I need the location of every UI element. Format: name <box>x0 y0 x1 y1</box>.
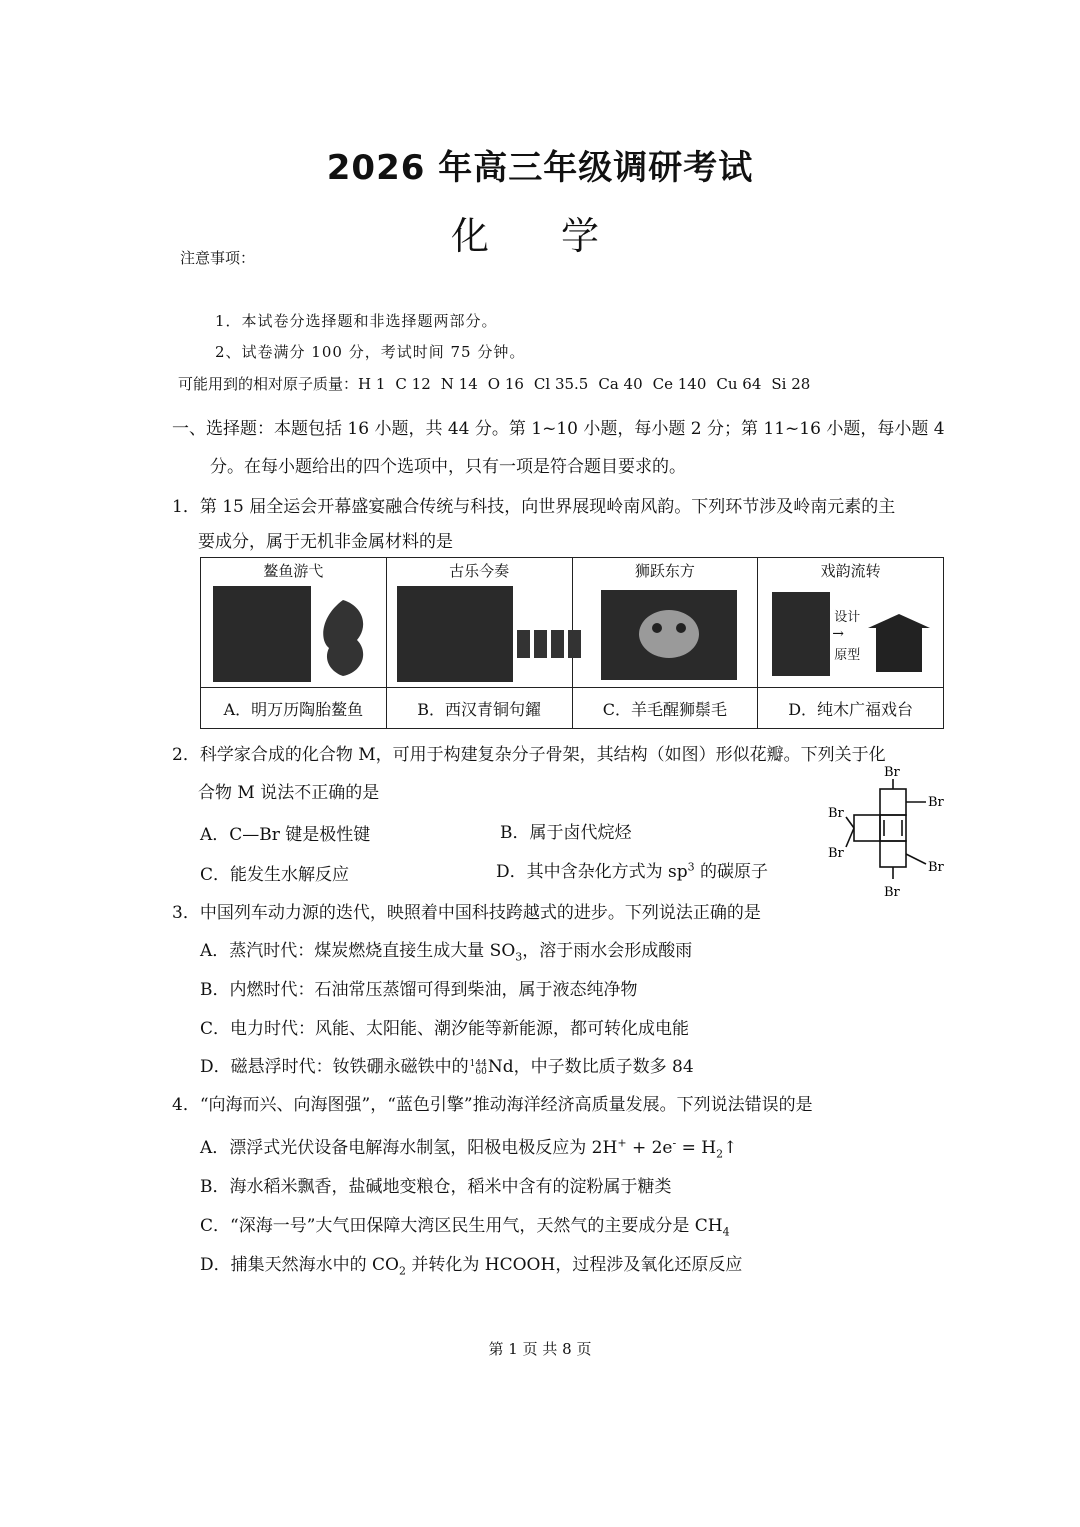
design-label: 设计 <box>834 610 861 625</box>
q2-stem-line2: 合物 M 说法不正确的是 <box>198 783 380 803</box>
aoyu-photo <box>209 586 378 682</box>
br-label: Br <box>828 806 844 821</box>
q2-option-a: A．C—Br 键是极性键 <box>200 825 371 845</box>
page-number: 第 1 页 共 8 页 <box>488 1340 592 1358</box>
q4-option-d: D．捕集天然海水中的 $CO_2$ 并转化为 HCOOH，过程涉及氧化还原反应 <box>200 1255 743 1278</box>
atomic-mass: N 14 <box>440 375 478 393</box>
q4-option-b: B．海水稻米飘香，盐碱地变粮仓，稻米中含有的淀粉属于糖类 <box>200 1177 672 1197</box>
atomic-mass: Ce 140 <box>652 375 707 393</box>
q1-image-table <box>200 557 944 729</box>
q1-caption-d: 戏韵流转 <box>820 562 881 580</box>
q4-option-c: C．“深海一号”大气田保障大湾区民生用气，天然气的主要成分是 $CH_4$ <box>200 1216 730 1239</box>
q2-option-c: C．能发生水解反应 <box>200 865 350 885</box>
br-label: Br <box>928 795 944 810</box>
subject-title: 化 学 <box>450 214 630 258</box>
notice-item-1: 1．本试卷分选择题和非选择题两部分。 <box>215 312 498 330</box>
br-label: Br <box>928 860 944 875</box>
atomic-masses-label: 可能用到的相对原子质量： <box>178 375 359 393</box>
notice-heading: 注意事项： <box>180 249 256 267</box>
atomic-mass: C 12 <box>395 375 431 393</box>
section1-line2: 分。在每小题给出的四个选项中，只有一项是符合题目要求的。 <box>210 457 686 477</box>
q2-option-b: B．属于卤代烷烃 <box>500 823 632 843</box>
atomic-mass: O 16 <box>487 375 524 393</box>
q3-stem: 3．中国列车动力源的迭代，映照着中国科技跨越式的进步。下列说法正确的是 <box>172 903 761 923</box>
q1-panel-b <box>386 558 572 688</box>
arrow-right-icon: → <box>832 626 844 642</box>
q1-stem-line1: 1．第 15 届全运会开幕盛宴融合传统与科技，向世界展现岭南风韵。下列环节涉及岭南元素的主 <box>172 497 896 517</box>
q1-option-a: A．明万历陶胎鳌鱼 <box>201 688 387 729</box>
q1-panel-d <box>758 558 944 688</box>
q1-panel-a <box>201 558 387 688</box>
br-label: Br <box>884 765 900 780</box>
lion-head-icon <box>631 604 707 666</box>
q3-option-a: A．蒸汽时代：煤炭燃烧直接生成大量 $SO_3$，溶于雨水会形成酸雨 <box>200 941 693 964</box>
q1-option-c: C．羊毛醒狮鬃毛 <box>572 688 758 729</box>
atomic-mass: Ca 40 <box>598 375 643 393</box>
compound-m-structure <box>826 765 956 905</box>
q1-caption-b: 古乐今奏 <box>449 562 510 580</box>
q2-stem-line1: 2．科学家合成的化合物 M，可用于构建复杂分子骨架，其结构（如图）形似花瓣。下列关于化 <box>172 745 886 765</box>
atomic-mass: Cl 35.5 <box>533 375 589 393</box>
prototype-label: 原型 <box>834 648 861 663</box>
q1-panel-c <box>572 558 758 688</box>
atomic-mass: Cu 64 <box>716 375 762 393</box>
q3-option-d: D．磁悬浮时代：钕铁硼永磁铁中的144 60Nd，中子数比质子数多 84 <box>200 1057 694 1077</box>
section1-line1: 一、选择题：本题包括 16 小题，共 44 分。第 1~10 小题，每小题 2 分；第 11~16 小题，每小题 4 <box>172 419 945 439</box>
q1-caption-a: 鳌鱼游弋 <box>263 562 324 580</box>
aoyu-statue-icon <box>313 596 371 680</box>
exam-title: 2026 年高三年级调研考试 <box>326 148 754 188</box>
q3-option-c: C．电力时代：风能、太阳能、潮汐能等新能源，都可转化成电能 <box>200 1019 690 1039</box>
atomic-masses <box>178 373 820 394</box>
notice-item-2: 2、试卷满分 100 分，考试时间 75 分钟。 <box>215 343 526 361</box>
q4-option-a: A．漂浮式光伏设备电解海水制氢，阳极电极反应为 $2H^+ + 2e^- = H_2↑$ <box>200 1136 738 1161</box>
stage-photo <box>766 586 935 682</box>
q1-stem-line2: 要成分，属于无机非金属材料的是 <box>198 532 453 552</box>
q4-stem: 4．“向海而兴、向海图强”，“蓝色引擎”推动海洋经济高质量发展。下列说法错误的是 <box>172 1095 813 1115</box>
q1-caption-c: 狮跃东方 <box>634 562 695 580</box>
q3-option-b: B．内燃时代：石油常压蒸馏可得到柴油，属于液态纯净物 <box>200 980 638 1000</box>
stage-building-icon <box>866 606 932 676</box>
atomic-mass: Si 28 <box>771 375 811 393</box>
br-label: Br <box>884 885 900 900</box>
q1-option-b: B．西汉青铜句鑃 <box>386 688 572 729</box>
br-label: Br <box>828 846 844 861</box>
guyue-photo <box>395 586 564 682</box>
atomic-mass: H 1 <box>358 375 386 393</box>
q2-option-d: D．其中含杂化方式为 $sp^3$ 的碳原子 <box>496 860 769 882</box>
goudiao-bells-icon <box>515 626 585 666</box>
q1-option-d: D．纯木广福戏台 <box>758 688 944 729</box>
lion-dance-photo <box>581 586 750 682</box>
